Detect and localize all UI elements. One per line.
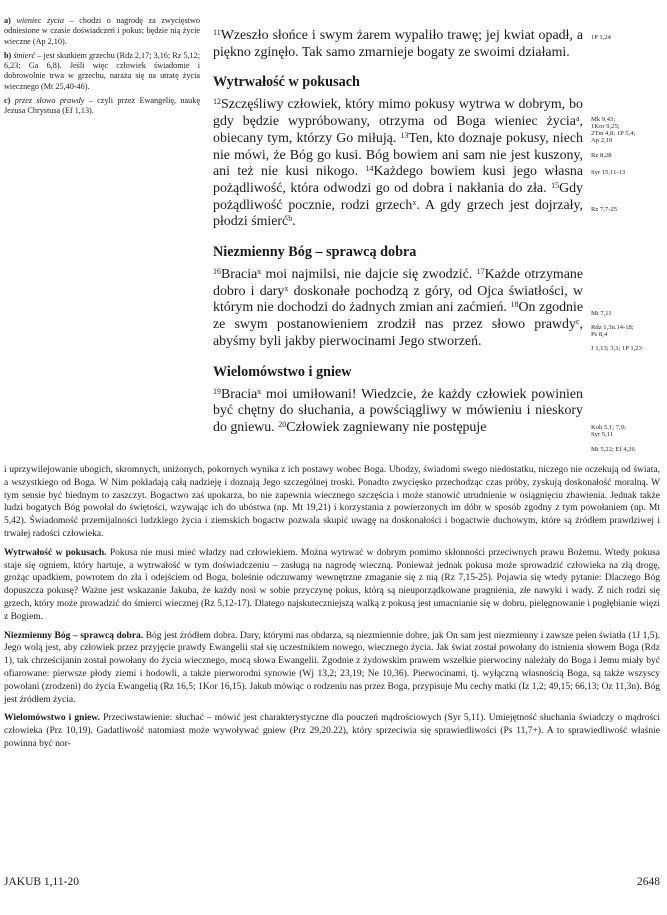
cross-reference: Rdz 1,3n.14-18;: [591, 324, 634, 331]
paragraph-v11: $^{11}$Wzeszło słońce i swym żarem wypaliło trawę; jej kwiat opadł, a piękno zginęło. Tak samo zmarnieje bogaty ze swoimi działami.: [213, 28, 583, 60]
page-footer: [4, 876, 660, 888]
cross-reference: Mt 5,22; Ef 4,26: [591, 446, 635, 453]
paragraph-v16-18: $^{16}$Bracia$^x$ moi najmilsi, nie dajcie się zwodzić. $^{17}$Każde otrzymane dobro i dary$^x$ doskonałe pochodzą z góry, od Ojca światłości, w którym nie dochodzi do żadnych zmian ani zaćmień. $^{18}$On zgodnie ze swym postanowieniem zrodził nas przez słowo prawdy$^c$, abyśmy byli jakby pierwocinami Jego stworzeń.: [213, 267, 583, 349]
section-heading: Niezmienny Bóg – sprawcą dobra: [213, 244, 417, 261]
commentary-section: Wytrwałość w pokusach. Pokusa nie musi mieć władzy nad człowiekiem. Można wytrwać w dobrym pomimo skłonności przeciwnych prawu Bożemu. Wtedy pokusa staje się ogniem, który hartuje, a wytrwałość w tym doświadczeniu – zasługą na nagrodę wieczną. Ponieważ jednak pokusa może sprowadzić człowieka na złą drogę, grożąc upadkiem, powrotem do zła i odejściem od Boga, boleśnie odczuwamy wewnętrzne zmaganie się z nią (Rz 7,15-25). Pojawia się wtedy pytanie: Dlaczego Bóg dopuszcza pokusę? Ważne jest wskazanie Jakuba, że każdy nosi w sobie przyczynę pokus, którą są nieuporządkowane pragnienia, złe nawyki i wady. Z nich rodzi się grzech, który może prowadzić do śmierci wiecznej (Rz 5,12-17). Dlatego najskuteczniejszą walką z pokusą jest umacnianie się w dobru, pielęgnowanie i pogłębianie więzi z Bogiem.: [4, 547, 660, 622]
cross-reference: Mk 9,43;: [591, 116, 616, 123]
cross-reference: Rz 7,7-25: [591, 206, 618, 213]
bible-text: [213, 28, 583, 437]
cross-reference: 1P 1,24: [591, 34, 611, 41]
cross-reference: 1Kor 9,25;: [591, 123, 620, 130]
cross-reference: Syr 5,11: [591, 431, 614, 438]
paragraph-v12-15: $^{12}$Szczęśliwy człowiek, który mimo pokusy wytrwa w dobrym, bo gdy będzie wypróbowany, otrzyma od Boga wieniec życia$^a$, obiecany tym, którzy Go miłują. $^{13}$Ten, kto doznaje pokusy, niech nie mówi, że Bóg go kusi. Bóg bowiem ani sam nie jest kuszony, ani też nie kusi nikogo. $^{14}$Każdego bowiem kusi jego własna pożądliwość, która odwodzi go od dobra i nakłania do zła. $^{15}$Gdy pożądliwość pocznie, rodzi grzech$^x$. A gdy grzech jest dojrzały, płodzi śmierć$^b$.: [213, 97, 583, 230]
commentary-section: Wielomówstwo i gniew. Przeciwstawienie: słuchać – mówić jest charakterystyczne dla pouczeń mądrościowych (Syr 5,11). Umiejętność słuchania świadczy o mądrości człowieka (Prz 10,19). Gadatliwość natomiast może wywoływać gniew (Prz 29,20.22), który sprzeciwia się sprawiedliwości (Ps 11,7+). A to sprawiedliwość właśnie powinna być nor-: [4, 713, 660, 749]
paragraph-v19-20: $^{19}$Bracia$^x$ moi umiłowani! Wiedzcie, że każdy człowiek powinien być chętny do słuchania, a powściągliwy w mówieniu i nieskory do gniewu. $^{20}$Człowiek zagniewany nie postępuje: [213, 386, 583, 435]
footnote-b: b) śmierć – jest skutkiem grzechu (Rdz 2,17; 3,16; Rz 5,12; 6,23; Ga 6,8). Jeśli więc człowiek świadomie i dobrowolnie trwa w grzechu, naraża się na utratę życia wiecznego (Mt 25,40-46).: [4, 50, 201, 91]
commentary: [4, 464, 660, 757]
book-chapter: JAKUB 1,11-20: [4, 876, 79, 888]
cross-reference: Mt 7,11: [591, 310, 612, 317]
section-heading: Wielomówstwo i gniew: [213, 363, 352, 380]
cross-reference: Koh 5,1; 7,9;: [591, 424, 626, 431]
cross-reference: 2Tm 4,8; 1P 5,4;: [591, 130, 636, 137]
cross-reference: Ps 8,4: [591, 331, 608, 338]
footnotes: [4, 16, 200, 121]
footnote-a: a) wieniec życia – chodzi o nagrodę za zwycięstwo odniesione w czasie doświadczeń i pokus; będzie nią życie wieczne (Ap 2,10).: [4, 16, 200, 46]
footnote-c: c) przez słowo prawdy – czyli przez Ewangelię, naukę Jezusa Chrystusa (Ef 1,13).: [4, 96, 200, 116]
cross-reference: Rz 8,28: [591, 152, 612, 159]
cross-reference: Ap 2,10: [591, 137, 613, 144]
page-number: 2648: [637, 876, 660, 888]
cross-reference: J 1,13; 3,3; 1P 1,23: [591, 345, 642, 352]
section-heading: Wytrwałość w pokusach: [213, 74, 360, 91]
cross-reference: Syr 15,11-13: [591, 169, 626, 176]
commentary-continuation: i uprzywilejowanie ubogich, skromnych, uniżonych, pokornych wynika z ich postawy wobec Boga. Ubodzy, świadomi swego niedostatku, niczego nie oczekują od świata, a wszystkiego od Boga. W Nim pokładają całą nadzieję i doznają Jego szczególnej troski. Ponadto zwycięsko przechodząc czas próby, zyskują doskonałość moralną. W tym sensie być biednym to zaszczyt. Bogactwo zaś upokarza, bo nie zapewnia wiecznego szczęścia i może stanowić utrudnienie w osiągnięciu zbawienia. Jednak także ludzi bogatych Bóg powołał do świętości, wzywając ich do ubóstwa (np. Mt 19,21) i korzystania z powierzonych im dóbr w sposób zgodny z tym powołaniem (np. Mt 5,42). Świadomość przemijalności ludzkiego życia i ziemskich bogactw pozwala skupić uwagę na doskonałości i bogactwie duchowym, które są źródłem prawdziwej i trwałej radości człowieka.: [4, 465, 660, 539]
commentary-section: Niezmienny Bóg – sprawcą dobra. Bóg jest źródłem dobra. Dary, którymi nas obdarza, są niezmiennie dobre, jak On sam jest niezmienny i zawsze pełen światła (1J 1,5). Jego wolą jest, aby człowiek przez przyjęcie prawdy Ewangelii stał się uczestnikiem nowego, wiecznego życia. Jak świat został powołany do istnienia słowem Boga (Rdz 1), tak chrześcijanin został powołany do życia wiecznego, mocą słowa Ewangelii. Zgodnie z żydowskim prawem wszelkie pierwociny należały do Boga i Jemu miały być ofiarowane: pierwsze płody ziemi i hodowli, a także pierworodni synowie (Wj 13,2; 23,19; Ne 10,36). Pierwocinami, tj. wyłączną własnością Boga, są także wszyscy powołani (zrodzeni) do życia Ewangelią (Rz 16,5; 1Kor 16,15). Jakub mówiąc o rodzeniu nas przez Boga, przypisuje Mu cechy matki (Iz 1,2; 49,15; 66,13; Oz 11,3n). Bóg jest źródłem życia.: [4, 630, 660, 705]
